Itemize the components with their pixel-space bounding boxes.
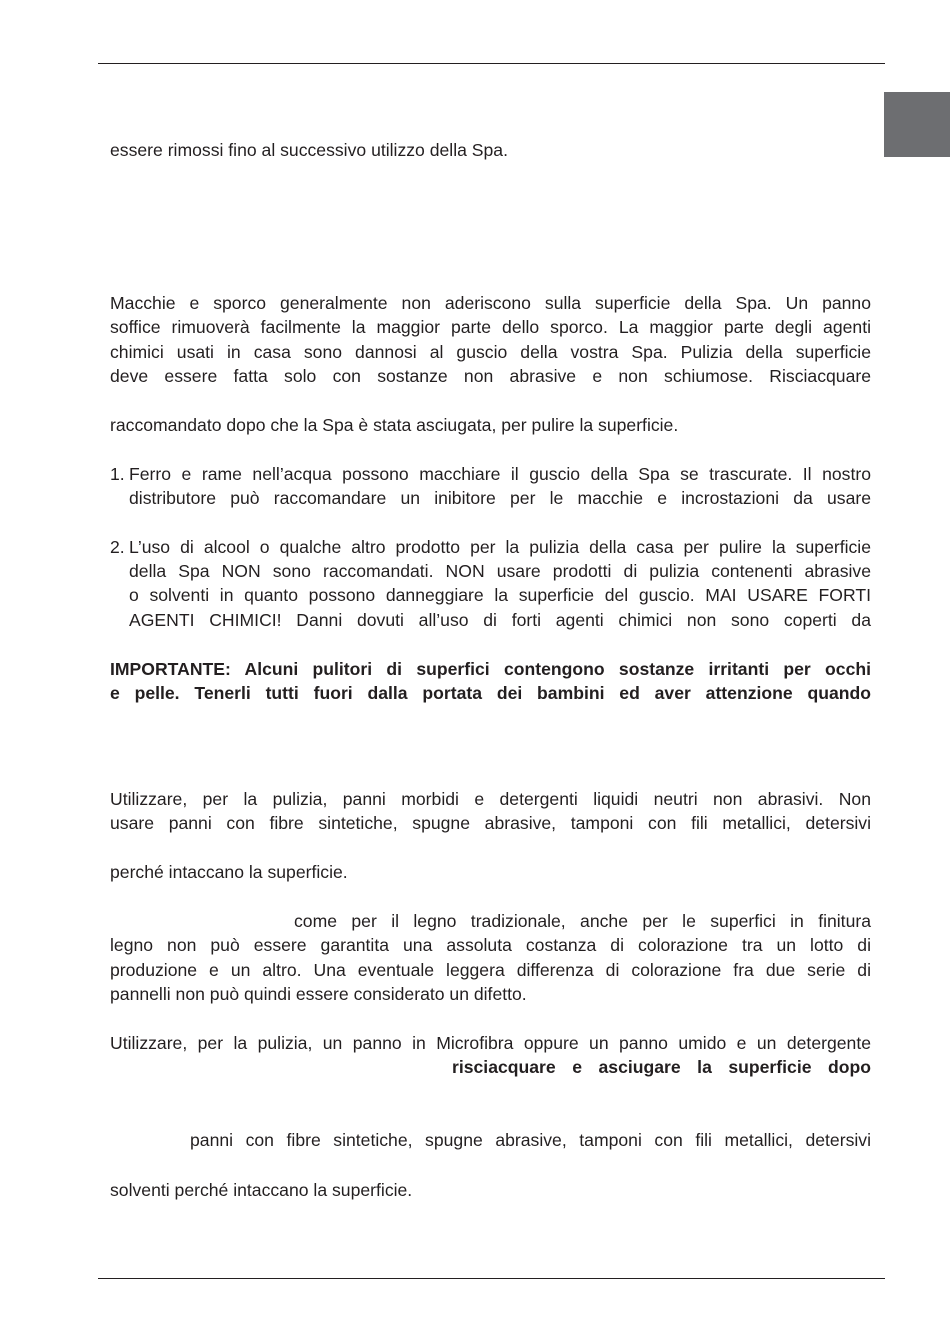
text-line: panni con fibre sintetiche, spugne abrasive, tamponi con fili metallici, detersivi	[190, 1130, 871, 1150]
list-item-line: AGENTI CHIMICI! Danni dovuti all’uso di forti agenti chimici non sono coperti da	[129, 610, 871, 630]
header-rule	[98, 63, 885, 64]
warning-line: e pelle. Tenerli tutti fuori dalla portata dei bambini ed aver attenzione quando	[110, 683, 871, 703]
footer-rule	[98, 1278, 885, 1279]
list-item-line: o solventi in quanto possono danneggiare la superficie del guscio. MAI USARE FORTI	[129, 585, 871, 605]
text-line: perché intaccano la superficie.	[110, 862, 348, 882]
text-line: pannelli non può quindi essere considerato un difetto.	[110, 984, 527, 1004]
text-line: solventi perché intaccano la superficie.	[110, 1180, 413, 1200]
list-item-line: L’uso di alcool o qualche altro prodotto per la pulizia della casa per pulire la superficie	[129, 537, 871, 557]
section-tab	[884, 92, 950, 157]
text-line: Macchie e sporco generalmente non aderiscono sulla superficie della Spa. Un panno	[110, 293, 871, 313]
text-line: soffice rimuoverà facilmente la maggior parte dello sporco. La maggior parte degli agenti	[110, 317, 871, 337]
list-number: 2.	[110, 537, 125, 557]
list-item-line: della Spa NON sono raccomandati. NON usare prodotti di pulizia contenenti abrasive	[129, 561, 871, 581]
text-line: chimici usati in casa sono dannosi al guscio della vostra Spa. Pulizia della superficie	[110, 342, 871, 362]
emphasis-line: risciacquare e asciugare la superficie dopo	[452, 1057, 871, 1077]
text-line: deve essere fatta solo con sostanze non abrasive e non schiumose. Risciacquare	[110, 366, 871, 386]
text-line: Utilizzare, per la pulizia, panni morbidi e detergenti liquidi neutri non abrasivi. Non	[110, 789, 871, 809]
text-line: raccomandato dopo che la Spa è stata asciugata, per pulire la superficie.	[110, 415, 679, 435]
text-line: Utilizzare, per la pulizia, un panno in Microfibra oppure un panno umido e un detergente	[110, 1033, 871, 1053]
text-line: usare panni con fibre sintetiche, spugne abrasive, tamponi con fili metallici, detersivi	[110, 813, 871, 833]
list-item-line: distributore può raccomandare un inibitore per le macchie e incrostazioni da usare	[129, 488, 871, 508]
text-line: legno non può essere garantita una assoluta costanza di colorazione tra un lotto di	[110, 935, 871, 955]
text-line: come per il legno tradizionale, anche per le superfici in finitura	[294, 911, 871, 931]
text-line: produzione e un altro. Una eventuale leggera differenza di colorazione fra due serie di	[110, 960, 871, 980]
list-item-line: Ferro e rame nell’acqua possono macchiare il guscio della Spa se trascurate. Il nostro	[129, 464, 871, 484]
text-line: essere rimossi fino al successivo utilizzo della Spa.	[110, 140, 508, 160]
list-number: 1.	[110, 464, 125, 484]
warning-line: IMPORTANTE: Alcuni pulitori di superfici contengono sostanze irritanti per occhi	[110, 659, 871, 679]
